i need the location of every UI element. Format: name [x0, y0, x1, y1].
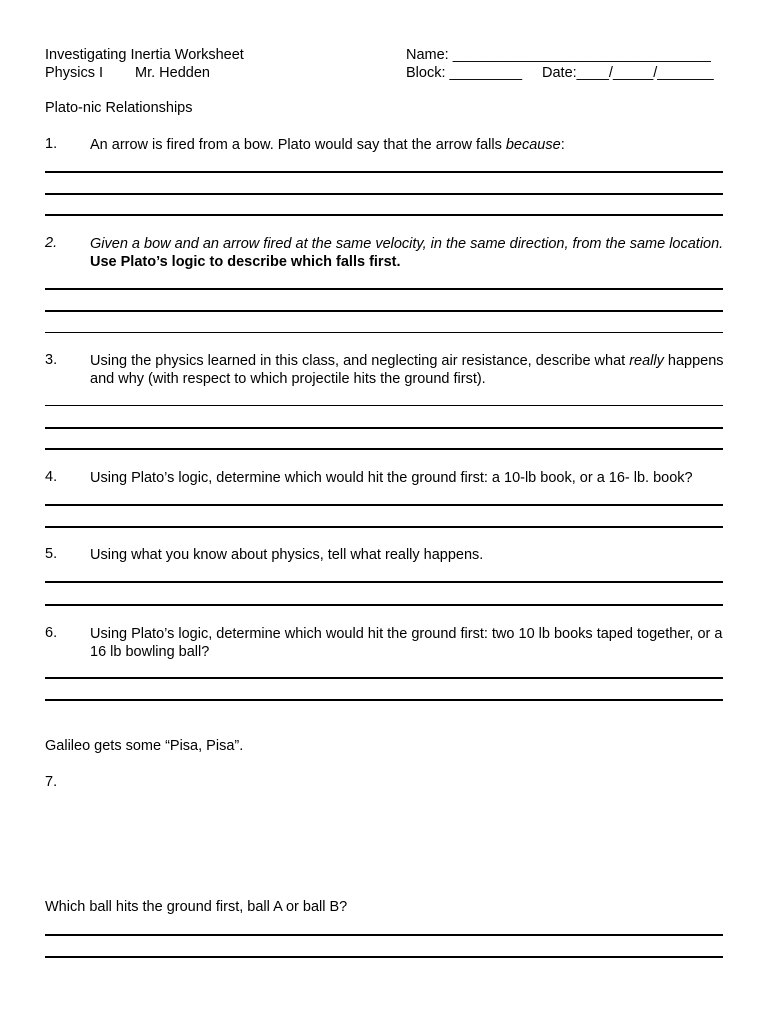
answer-line[interactable] [45, 214, 723, 216]
question-emphasis: Use Plato’s logic to describe which falls first. [90, 254, 401, 270]
answer-line[interactable] [45, 310, 723, 312]
question-emphasis: because [505, 137, 561, 153]
answer-line[interactable] [45, 504, 723, 506]
question-text-part: Using the physics learned in this class, and neglecting air resistance, describe what [90, 353, 630, 369]
question-number: 3. [45, 352, 58, 368]
answer-line[interactable] [45, 581, 723, 583]
section-title-plato: Plato-nic Relationships [45, 100, 193, 116]
question-number: 2. [45, 235, 58, 251]
course-name: Physics I [45, 65, 104, 81]
answer-line[interactable] [45, 193, 723, 195]
question-3-text [90, 352, 725, 388]
question-1-text [90, 136, 725, 154]
question-5-text: Using what you know about physics, tell what really happens. [90, 547, 484, 563]
teacher-name: Mr. Hedden [135, 65, 210, 81]
question-text-part: An arrow is fired from a bow. Plato would say that the arrow falls [90, 137, 506, 153]
question-number: 1. [45, 136, 58, 152]
answer-line[interactable] [45, 526, 723, 528]
answer-line[interactable] [45, 699, 723, 701]
question-4-text: Using Plato’s logic, determine which would hit the ground first: a 10-lb book, or a 16- lb. book? [90, 470, 693, 486]
block-field[interactable]: Block: _________ [406, 65, 523, 81]
question-emphasis: really [629, 353, 664, 369]
answer-line[interactable] [45, 405, 723, 406]
question-text-part: happens and why (with respect to which projectile hits the ground first). [90, 353, 724, 387]
answer-line[interactable] [45, 604, 723, 606]
answer-line[interactable] [45, 288, 723, 290]
answer-line[interactable] [45, 934, 723, 936]
question-2-text [90, 235, 725, 271]
final-question-text: Which ball hits the ground first, ball A or ball B? [45, 899, 348, 915]
question-number: 6. [45, 625, 58, 641]
section-title-galileo: Galileo gets some “Pisa, Pisa”. [45, 738, 244, 754]
answer-line[interactable] [45, 677, 723, 679]
question-number: 4. [45, 469, 58, 485]
question-number: 5. [45, 546, 58, 562]
question-text-part: : [560, 137, 565, 153]
date-field[interactable]: Date:____/_____/_______ [542, 65, 714, 81]
answer-line[interactable] [45, 171, 723, 173]
worksheet-title: Investigating Inertia Worksheet [45, 47, 244, 63]
answer-line[interactable] [45, 332, 723, 333]
question-6-text: Using Plato’s logic, determine which would hit the ground first: two 10 lb books taped together, or a 16 lb bowling ball? [90, 626, 723, 660]
answer-line[interactable] [45, 448, 723, 450]
name-field[interactable]: Name: ________________________________ [406, 47, 711, 63]
answer-line[interactable] [45, 956, 723, 958]
question-number: 7. [45, 774, 58, 790]
answer-line[interactable] [45, 427, 723, 429]
question-text-part: Given a bow and an arrow fired at the same velocity, in the same direction, from the same location. [90, 236, 724, 252]
